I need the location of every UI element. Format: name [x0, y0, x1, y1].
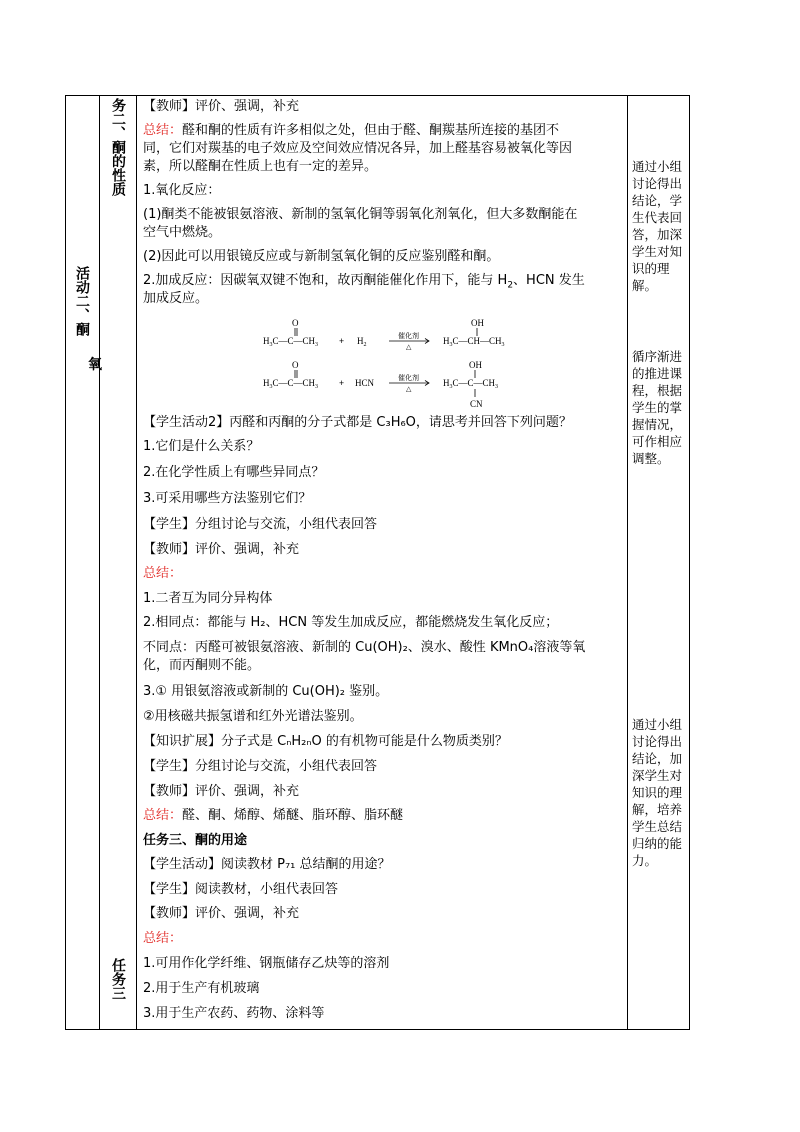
notes-column — [628, 96, 690, 1029]
knowledge-extension: 【知识扩展】分子式是 CₙH₂ₙO 的有机物可能是什么物质类别？ — [143, 734, 508, 749]
answer-2: 2.相同点：都能与 H₂、HCN 等发生加成反应，都能燃烧发生氧化反应； — [143, 615, 559, 630]
rx-catalyst-2: 催化剂 — [398, 374, 419, 382]
lesson-table — [65, 95, 690, 1030]
student-activity: 【学生活动】阅读教材 P₇₁ 总结酮的用途？ — [143, 857, 391, 872]
paragraph-line: 化，而丙酮则不能。 — [143, 658, 261, 673]
task3-heading: 任务三、酮的用途 — [143, 833, 248, 848]
summary-text: 醛和酮的性质有许多相似之处，但由于醛、酮羰基所连接的基团不 — [182, 123, 560, 138]
addition-text-end: 、HCN 发生 — [513, 273, 585, 288]
oxidation-heading: 1.氧化反应： — [143, 183, 221, 198]
rx-delta-1: △ — [406, 343, 412, 351]
content-column — [137, 96, 627, 1029]
svg-text:CN: CN — [470, 399, 483, 409]
task-column — [99, 96, 136, 1029]
paragraph-line: 空气中燃烧。 — [143, 225, 222, 240]
question-1: 1.它们是什么关系？ — [143, 439, 260, 454]
summary-paragraph — [143, 122, 621, 140]
svg-text:O: O — [292, 318, 299, 328]
addition-text: 2.加成反应：因碳氧双键不饱和，故丙酮能催化作用下，能与 H — [143, 273, 508, 288]
use-2: 2.用于生产有机玻璃 — [143, 981, 260, 996]
design-note-2: 循序渐进的推进课程，根据学生的掌握情况，可作相应调整。 — [632, 349, 683, 466]
design-note-3: 通过小组讨论得出结论，加深学生对知识的理解，培养学生总结归纳的能力。 — [632, 717, 683, 868]
answer-difference: 不同点：丙醛可被银氨溶液、新制的 Cu(OH)₂、溴水、酸性 KMnO₄溶液等氧 — [143, 640, 586, 655]
question-2: 2.在化学性质上有哪些异同点？ — [143, 465, 325, 480]
svg-text:H3C—C—CH3: $H_3C—C—CH_3$ — [443, 378, 499, 390]
paragraph-line: 加成反应。 — [143, 291, 209, 306]
teacher-line: 【教师】评价、强调，补充 — [143, 99, 300, 114]
activity-label: 活动二、酮 — [74, 266, 90, 336]
svg-text:OH: OH — [471, 318, 484, 328]
rx1-ch3-left: $H_3C—C—CH_3$ — [263, 336, 319, 348]
summary-label: 总结： — [143, 931, 183, 946]
svg-text:H2: $H_2$ — [357, 336, 367, 348]
svg-text:+: + — [339, 336, 345, 346]
paragraph-line: 同，它们对羰基的电子效应及空间效应情况各异，加上醛基容易被氧化等因 — [143, 141, 573, 156]
summary-label: 总结： — [143, 566, 183, 581]
addition-heading: 2.加成反应：因碳氧双键不饱和，故丙酮能催化作用下，能与 $H_2$、HCN 发生 — [143, 273, 585, 291]
rx-delta-2: △ — [406, 385, 412, 393]
design-note-1: 通过小组讨论得出结论，学生代表回答，加深学生对知识的理解。 — [632, 159, 683, 293]
use-1: 1.可用作化学纤维、钢瓶储存乙炔等的溶剂 — [143, 956, 390, 971]
summary-text: 醛、酮、烯醇、烯醚、脂环醇、脂环醚 — [182, 808, 404, 823]
summary-paragraph — [143, 807, 621, 825]
paragraph-line: (2)因此可以用银镜反应或与新制氢氧化铜的反应鉴别醛和酮。 — [143, 249, 500, 264]
student-line: 【学生】分组讨论与交流，小组代表回答 — [143, 517, 378, 532]
reaction-equations — [257, 314, 557, 414]
answer-3a: 3.① 用银氨溶液或新制的 Cu(OH)₂ 鉴别。 — [143, 684, 389, 699]
teacher-line: 【教师】评价、强调，补充 — [143, 542, 300, 557]
svg-text:O: O — [292, 360, 299, 370]
use-3: 3.用于生产农药、药物、涂料等 — [143, 1006, 325, 1021]
student-line: 【学生】阅读教材，小组代表回答 — [143, 882, 339, 897]
summary-label: 总结： — [143, 808, 183, 823]
paragraph-line: (1)酮类不能被银氨溶液、新制的氢氧化铜等弱氧化剂氧化，但大多数酮能在 — [143, 207, 578, 222]
paragraph-line: 素，所以醛酮在性质上也有一定的差异。 — [143, 159, 378, 174]
teacher-line: 【教师】评价、强调，补充 — [143, 906, 300, 921]
svg-text:H3C—CH—CH3: $H_3C—CH—CH_3$ — [443, 336, 505, 348]
teacher-line: 【教师】评价、强调，补充 — [143, 784, 300, 799]
question-3: 3.可采用哪些方法鉴别它们？ — [143, 491, 312, 506]
svg-text:H3C—C—CH3: $H_3C—C—CH_3$ — [263, 378, 319, 390]
rx-catalyst-1: 催化剂 — [398, 332, 419, 340]
answer-3b: ②用核磁共振氢谱和红外光谱法鉴别。 — [143, 709, 363, 724]
student-line: 【学生】分组讨论与交流，小组代表回答 — [143, 759, 378, 774]
task2-label: 务二、酮的性质 — [110, 98, 126, 196]
task3-label: 任务三 — [110, 958, 126, 1000]
activity-column — [66, 96, 102, 1029]
student-activity-2: 【学生活动2】丙醛和丙酮的分子式都是 C₃H₆O，请思考并回答下列问题？ — [143, 415, 572, 430]
answer-1: 1.二者互为同分异构体 — [143, 591, 273, 606]
svg-text:HCN: HCN — [355, 378, 375, 388]
activity-extra-char: 氧 — [88, 357, 102, 373]
svg-text:OH: OH — [469, 360, 482, 370]
summary-label: 总结： — [143, 123, 183, 138]
svg-text:+: + — [339, 378, 345, 388]
